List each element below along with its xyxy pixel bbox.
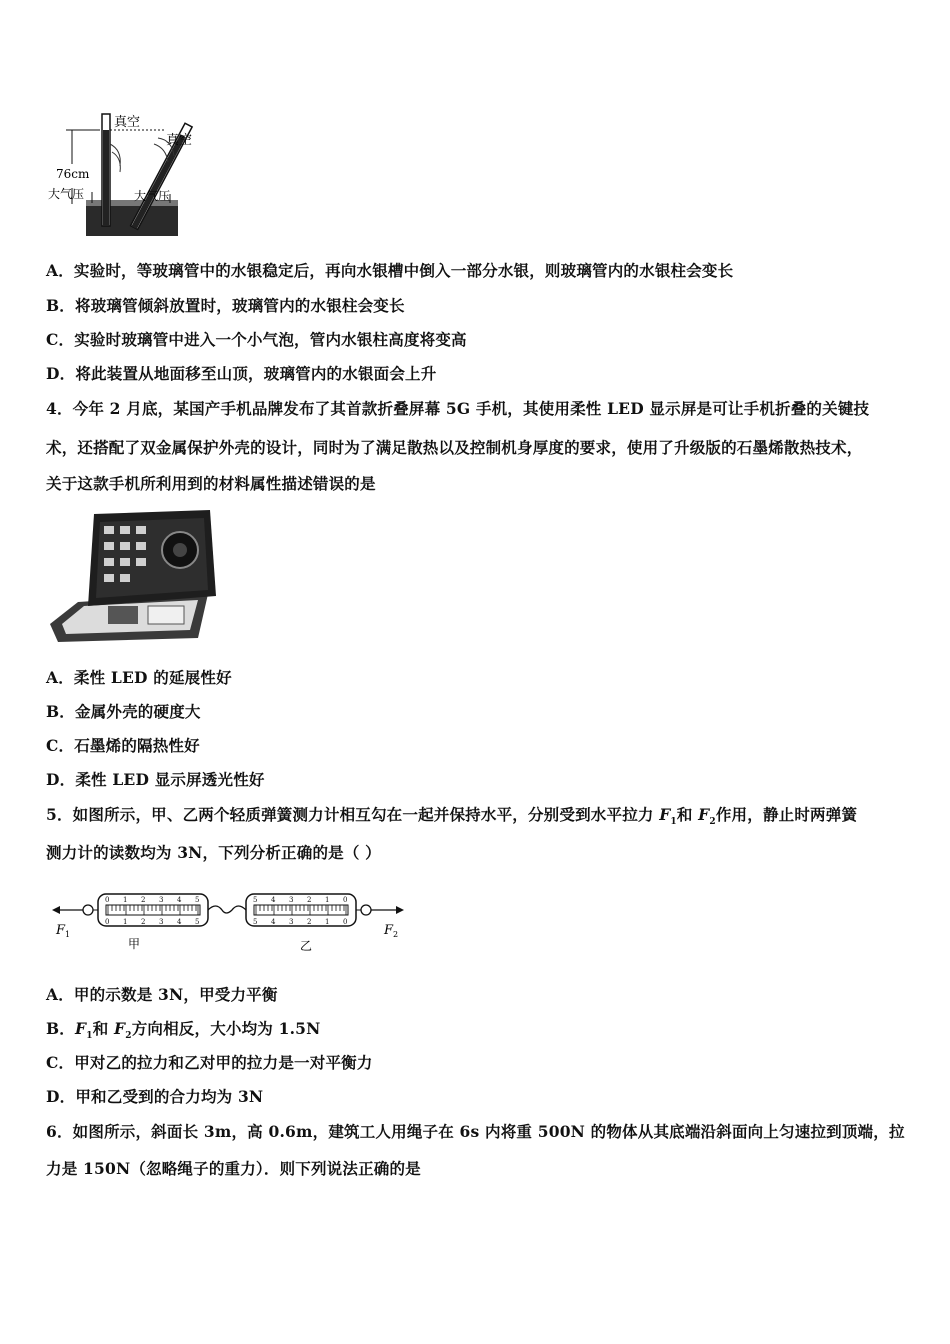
svg-text:2: 2 [141, 896, 146, 904]
spring-scales-figure [48, 884, 418, 956]
f1-symbol: F [659, 805, 671, 824]
q5-option-b-text: 方向相反，大小均为 1.5N [131, 1019, 321, 1038]
q5-option-b-f1-sub: 1 [86, 1031, 93, 1042]
q3-option-d: D．将此装置从地面移至山顶，玻璃管内的水银面会上升 [46, 364, 437, 383]
svg-text:1: 1 [123, 896, 128, 904]
svg-text:2: 2 [141, 918, 146, 926]
f2-subscript: 2 [709, 817, 716, 828]
q4-stem-line2: 术，还搭配了双金属保护外壳的设计，同时为了满足散热以及控制机身厚度的要求，使用了升级版的石墨烯散热技术， [46, 438, 863, 457]
atm-label-1: 大气压 [48, 187, 85, 201]
q5-option-c: C．甲对乙的拉力和乙对甲的拉力是一对平衡力 [46, 1053, 373, 1072]
svg-text:0: 0 [343, 918, 348, 926]
q6-stem-line2: 力是 150N（忽略绳子的重力）．则下列说法正确的是 [46, 1159, 421, 1178]
yi-label: 乙 [300, 939, 313, 953]
q5-stem-part-a: 5．如图所示，甲、乙两个轻质弹簧测力计相互勾在一起并保持水平，分别受到水平拉力 [46, 805, 660, 824]
q4-stem-line3: 关于这款手机所利用到的材料属性描述错误的是 [46, 474, 376, 493]
svg-text:1: 1 [123, 918, 128, 926]
q4-stem-line1: 4．今年 2 月底，某国产手机品牌发布了其首款折叠屏幕 5G 手机，其使用柔性 LED 显示屏是可让手机折叠的关键技 [46, 399, 870, 418]
svg-text:5: 5 [253, 918, 258, 926]
height-label: 76cm [56, 167, 90, 181]
vacuum-label-2: 真空 [166, 133, 193, 148]
q6-stem-line1: 6．如图所示，斜面长 3m，高 0.6m，建筑工人用绳子在 6s 内将重 500N 的物体从其底端沿斜面向上匀速拉到顶端，拉 [46, 1122, 905, 1141]
svg-text:3: 3 [159, 918, 164, 926]
q5-option-b-f1: F [75, 1019, 87, 1038]
q5-option-d: D．甲和乙受到的合力均为 3N [46, 1087, 264, 1106]
svg-text:0: 0 [105, 918, 110, 926]
f2-label-sub: 2 [393, 930, 399, 939]
q5-stem-part-c: 作用，静止时两弹簧 [715, 805, 858, 824]
svg-text:4: 4 [177, 918, 182, 926]
folding-phone-figure [48, 506, 218, 646]
q4-option-b: B．金属外壳的硬度大 [46, 702, 201, 721]
atm-label-2: 大气压 [134, 189, 171, 203]
q5-stem-line2: 测力计的读数均为 3N，下列分析正确的是（ ） [46, 843, 381, 862]
q3-option-c: C．实验时玻璃管中进入一个小气泡，管内水银柱高度将变高 [46, 330, 467, 349]
jia-label: 甲 [128, 937, 141, 951]
q4-option-d: D．柔性 LED 显示屏透光性好 [46, 770, 265, 789]
svg-text:1: 1 [325, 918, 330, 926]
svg-text:5: 5 [195, 896, 200, 904]
q3-option-b: B．将玻璃管倾斜放置时，玻璃管内的水银柱会变长 [46, 296, 405, 315]
f1-label: F [56, 923, 66, 938]
f1-subscript: 1 [670, 817, 677, 828]
svg-text:2: 2 [307, 896, 312, 904]
vacuum-label-1: 真空 [114, 115, 141, 130]
torricelli-figure [44, 104, 214, 239]
q5-stem-part-b: 和 [676, 805, 699, 824]
q4-option-c: C．石墨烯的隔热性好 [46, 736, 200, 755]
f1-label-sub: 1 [65, 930, 71, 939]
svg-text:4: 4 [177, 896, 182, 904]
q5-stem-line1 [46, 803, 857, 827]
q5-option-b-f2: F [114, 1019, 126, 1038]
svg-text:0: 0 [343, 896, 348, 904]
f2-label: F [384, 923, 394, 938]
q5-option-b-prefix: B． [46, 1019, 76, 1038]
q5-option-b-mid: 和 [92, 1019, 114, 1038]
svg-text:4: 4 [271, 896, 276, 904]
mercury-trough [86, 204, 178, 236]
q3-option-a: A．实验时，等玻璃管中的水银稳定后，再向水银槽中倒入一部分水银，则玻璃管内的水银柱会变长 [46, 261, 734, 280]
svg-text:4: 4 [271, 918, 276, 926]
q5-option-b-f2-sub: 2 [125, 1031, 132, 1042]
svg-text:0: 0 [105, 896, 110, 904]
svg-text:3: 3 [159, 896, 164, 904]
svg-text:2: 2 [307, 918, 312, 926]
q4-option-a: A．柔性 LED 的延展性好 [46, 668, 232, 687]
svg-text:5: 5 [195, 918, 200, 926]
svg-text:5: 5 [253, 896, 258, 904]
f2-symbol: F [698, 805, 710, 824]
q5-option-a: A．甲的示数是 3N，甲受力平衡 [46, 985, 278, 1004]
svg-text:3: 3 [289, 918, 294, 926]
svg-text:1: 1 [325, 896, 330, 904]
svg-text:3: 3 [289, 896, 294, 904]
q5-option-b [46, 1017, 321, 1041]
